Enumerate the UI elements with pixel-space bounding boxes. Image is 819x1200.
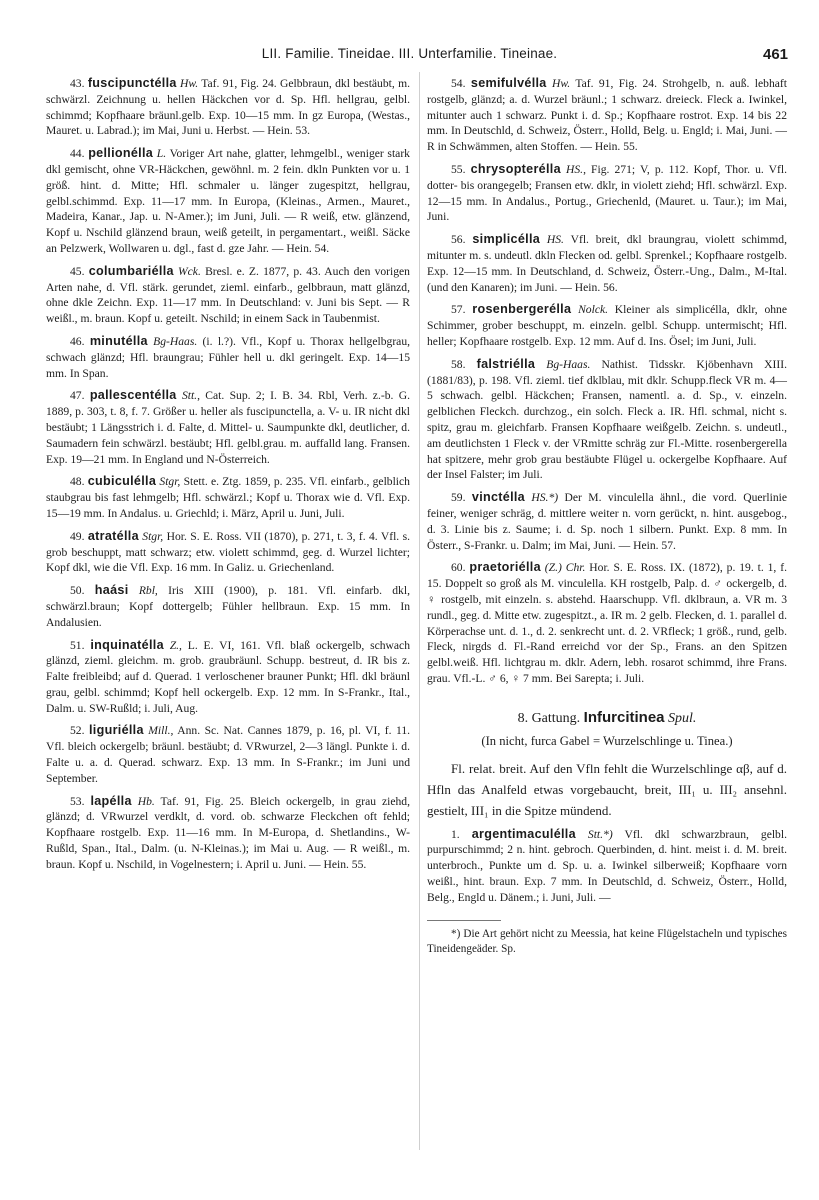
- entry-number: 49.: [70, 529, 85, 543]
- species-author: HS.: [565, 162, 584, 176]
- genus-name: Infurcitinea: [583, 708, 665, 726]
- species-entry: [46, 638, 410, 717]
- right-column: [427, 76, 787, 957]
- species-description: Bresl. e. Z. 1877, p. 43. Auch den vorigen Arten nahe, d. Vfl. stärk. gerundet, zieml. einfarb., gelbbraun, matt glänzd, ohne dkle Zeichn. Exp. 11—17 mm. In Deutschland: v. Juni bis Sept. — R weißl., m. braun. Kopf u. geteilt. Nschild; in einem Sack in Taubenmist.: [46, 264, 410, 326]
- species-entry: [427, 490, 787, 553]
- species-name: haási: [94, 583, 129, 598]
- species-name: cubiculélla: [87, 474, 157, 489]
- entry-number: 58.: [451, 357, 466, 371]
- species-entry: [427, 560, 787, 686]
- species-author: Mill.,: [148, 724, 174, 738]
- species-author: L.: [156, 147, 167, 161]
- species-description: Ann. Sc. Nat. Cannes 1879, p. 16, pl. VI, f. 11. Vfl. bleich ockergelb; bräunl. bestäubt; d. VRwurzel, 2—3 längl. Punkte i. d. Falte u. a. d. Querad. schwarz. Exp. 13 mm. In S-Frankr.; im Juni und September.: [46, 724, 411, 785]
- species-author: Bg-Haas.: [153, 334, 198, 348]
- species-author: Wck.: [178, 264, 201, 278]
- species-description: Stett. e. Ztg. 1859, p. 235. Vfl. einfarb., gelblich staubgrau bis fast lehmgelb; Hfl. schwärzl.; Kopf u. Thorax wie d. Vfl. Exp. 15—19 mm. In Andalus. u. Griechld; i. März, April u. Juni, Juli.: [46, 475, 410, 520]
- genus-number: 8. Gattung.: [517, 710, 581, 726]
- footnote-rule: [427, 920, 501, 921]
- species-entry: [427, 302, 787, 349]
- species-name: pellionélla: [88, 146, 154, 161]
- species-entry: [46, 474, 410, 521]
- species-entry: [427, 162, 787, 225]
- species-author: HS.: [546, 233, 564, 247]
- species-description: Iris XIII (1900), p. 181. Vfl. einfarb. dkl, schwärzl.braun; Kopf dottergelb; Fühler hellbraun. Exp. 15 mm. In Andalusien.: [46, 584, 410, 629]
- left-column: [46, 76, 410, 880]
- species-entry: [46, 723, 410, 786]
- genus-etymology: (In nicht, furca Gabel = Wurzelschlinge u. Tinea.): [481, 733, 733, 748]
- species-author: Stgr,: [159, 475, 181, 489]
- species-description: L. E. VI, 161. Vfl. blaß ockergelb, schwach glänzd, zieml. gleichm. m. grob. graubräunl. Schupp. bestreut, d. IR bis z. Falte freibleibd; auf d. Querad. 1 verloschener brauner Punkt; Hfl. dkl bräunl grau, gelbl. schimmd; Kopf hell ockergelb. Exp. 12 mm. In S-Frankr., Ital., Dalm. u. SW-Rußld; i. Juli, Aug.: [46, 638, 410, 715]
- species-author: Z.,: [169, 638, 182, 652]
- species-author: Stt.*): [587, 827, 613, 841]
- entry-number: 44.: [70, 147, 85, 161]
- entry-number: 48.: [70, 475, 85, 489]
- species-entry: [427, 827, 787, 906]
- species-description: , Cat. Sup. 2; I. B. 34. Rbl, Verh. z.-b. G. 1889, p. 303, t. 8, f. 7. Größer u. heller als fuscipunctella, a. V- u. IR nicht dkl bestäubt; 1 Längsstrich i. d. Falte, d. Mittel- u. Saumpunkte dkl, deutlicher, d. Saumadern fein schwärzl. bestäubt; Hfl. gelbl.grau. m. auffalld lang. Fransen. Exp. 19—21 mm. In England und N-Österreich.: [46, 389, 410, 466]
- species-author: Rbl,: [138, 584, 158, 598]
- entry-number: 43.: [70, 77, 85, 90]
- page-number: 461: [763, 46, 789, 63]
- species-description: Taf. 91, Fig. 25. Bleich ockergelb, in grau ziehd, glänzd; d. VRwurzel verdklt, d. vord. ob. schwarze Fleckchen oft fehld; Kopfhaare rostgelb. Exp. 11—16 mm. In M-Europa, d. Shetlandins., W-Rußld, Span., Ital., Dalm. (u. N-Kleinas.); im Mai u. Aug. — R weißl., m. braun. Kopf u. Nschild, in Vogelnestern; i. April u. Juni. — Hein. 55.: [46, 794, 410, 871]
- species-description: Vfl. dkl schwarzbraun, gelbl. purpurschimmd; 2 n. hint. gebroch. Querbinden, d. hint. meist i. d. M. breit. unterbroch., Punkte um d. Sp. u. a. Iwinkel silberweiß; Kopfhaare vorn weißl., hint. braun. Exp. 7 mm. In Deutschld, d. Schweiz, Österr., Holld, Belg., Engld u. Dänem.; i. Juni, Juli. —: [427, 827, 787, 904]
- entry-number: 47.: [70, 389, 85, 403]
- species-entry: [46, 794, 410, 873]
- species-description: Taf. 91, Fig. 24. Strohgelb, n. auß. lebhaft rostgelb, glänzd; a. d. Wurzel bräunl.; 1 schwarz. dreieck. Fleck a. Iwinkel, mitunter auch 1 schwarz. Punkt i. d. Sp.; Kopfhaare rostrot. Exp. 14 bis 22 mm. In Deutschld, d. Schweiz, Österr., Holld, Belg. u. Engld; i. Mai, Juni. — R in Schwämmen, alten Stoffen. — Hein. 55.: [427, 77, 787, 154]
- species-author: Bg-Haas.: [546, 357, 591, 371]
- species-name: pallescentélla: [89, 388, 177, 403]
- species-author: Hb.: [137, 794, 155, 808]
- species-author: Hw.: [551, 77, 571, 90]
- entry-number: 52.: [70, 724, 85, 738]
- entry-number: 55.: [451, 162, 466, 176]
- genus-author: Spul.: [668, 710, 697, 726]
- species-name: atratélla: [87, 528, 139, 543]
- species-author: Hw.: [180, 77, 199, 90]
- species-author: Nolck.: [578, 303, 609, 317]
- genus-description: Fl. relat. breit. Auf den Vfln fehlt die Wurzelschlinge αβ, auf d. Hfln das Analfeld etwas vorgebaucht, breit, III₁ u. III₂ ansehnl. gestielt, III₁ in die Spitze mündend.: [427, 760, 787, 818]
- entry-number: 57.: [451, 303, 466, 317]
- species-entry: [46, 264, 410, 327]
- entry-number: 53.: [70, 794, 85, 808]
- species-description: Der M. vinculella ähnl., die vord. Querlinie feiner, weniger schräg, d. mittlere weiter n. vorn gerückt, n. hint. ausgebog., d. 3. Linie bis z. Saume; i. d. Sp. noch 1 silbern. Punkt. Exp. 8 mm. In Österr., S-Frankr. u. Dalm; im Mai, Juni. — Hein. 57.: [427, 491, 787, 552]
- entry-number: 51.: [70, 638, 85, 652]
- species-author: Stgr,: [142, 529, 164, 543]
- species-entry: [46, 388, 410, 467]
- species-entry: [46, 334, 410, 381]
- entry-number: 56.: [451, 233, 466, 247]
- entry-number: 54.: [451, 77, 466, 90]
- species-description: Kleiner als simplicélla, dklr, ohne Schimmer, grober beschuppt, m. einzeln. gelbl. Schupp. untermischt; Hfl. heller; Kopfhaare rostgelb. Exp. 12 mm. Auf d. Ins. Ösel; im Juni, Juli.: [427, 303, 787, 348]
- running-head: LII. Familie. Tineidae. III. Unterfamilie. Tineinae.: [261, 46, 558, 61]
- species-author: Stt.: [181, 389, 198, 403]
- species-name: inquinatélla: [90, 637, 164, 652]
- species-description: Hor. S. E. Ross. IX. (1872), p. 19. t. 1, f. 15. Doppelt so groß als M. vinculella. KH rostgelb, Palp. d. ♂ ockergelb, d. ♀ rostgelb, mit einzeln. s. abstehd. Haarschupp. Vfl. dklbraun, a. VR m. 3 rundl., geg. d. Mitte etw. zugespitzt., a. IR m. 2 gelb. Flecken, d. 1. parallel d. Körperachse unt. d. 1., d. 2. senkrecht unt. d. 2. VRfleck; 1 größ., rund, gelb. Fleck, nirgds d. Fl.-Rand erreichd vor der Sp., Frans. an den Spitzen gelbl.weiß. Hfl. lichtgrau m. dklr. Adern, lebh. rosarot schimmd, ihre Frans. grau. Vfl.-L. ♂ 6, ♀ 7 mm. Bei Sarepta; i. Juli.: [427, 561, 787, 685]
- species-name: falstriélla: [476, 356, 536, 371]
- species-entry: [427, 76, 787, 155]
- species-entry: [46, 529, 410, 576]
- entry-number: 1.: [451, 827, 460, 841]
- footnote: *) Die Art gehört nicht zu Meessia, hat keine Flügelstacheln und typisches Tineidengeäder. Sp.: [427, 927, 787, 955]
- column-divider: [419, 72, 420, 1150]
- species-author: HS.*): [531, 491, 559, 505]
- species-name: lapélla: [90, 793, 132, 808]
- species-entry: [46, 76, 410, 139]
- species-entry: [46, 146, 410, 257]
- species-name: simplicélla: [472, 232, 541, 247]
- species-name: vinctélla: [471, 490, 525, 505]
- species-description: , Fig. 271; V, p. 112. Kopf, Thor. u. Vfl. dotter- bis orangegelb; Fransen etw. dklr, in violett ziehd; Hfl. schwärzl. Exp. 12—15 mm. In Andalus., Portug., Griechenld, (Mauret. u. Taur.); im Mai, Juni.: [427, 162, 787, 224]
- species-description: Vfl. breit, dkl braungrau, violett schimmd, mitunter m. s. undeutl. dkln Flecken od. gelbl. Sprenkel.; Kopfhaare rostgelb. Exp. 12—15 mm. In Deutschland, d. Schweiz, Österr.-Ung., Dalm., M-Ital. (und den Kanaren); im Juni. — Hein. 56.: [427, 233, 787, 294]
- species-entry: [427, 232, 787, 295]
- entry-number: 50.: [70, 584, 85, 598]
- species-description: Nathist. Tidsskr. Kjöbenhavn XIII. (1881/83), p. 198. Vfl. zieml. tief dklblau, mit dklr. Schupp.fleck VR m. 4—5 schwach. gelbl. Häckchen; Fransen, namentl. a. d. Sp., v. einzeln. gelblichen Fleckch. durchzog., ein solch. Fleck a. IR. Hfl. schmal, nicht s. spitz, grau m. gleichfarb. Fransen Kopfhaare weißgelb. Zeichn. s. undeutl., am deutlichsten 1 Fleck v. der VRmitte schräg zur Fl.-Mitte. rosenbergerella hat spitzere, mehr grob grau bestäubte Flügel u. ockergelbe Kopfhaare. Auf der Insel Falster; im Juli.: [427, 357, 788, 482]
- species-description: Voriger Art nahe, glatter, lehmgelbl., weniger stark dkl gemischt, ohne VR-Häckchen, gewöhnl. m. 2 fein. dkln Punkten vor u. 1 größ. hint. d. Mitte; Hfl. schmaler u. länger zugespitzt, hellgrau, gelbl.schimmd. Exp. 11—17 mm. In Europa, (Kleinas., Armen., Mauret., Madeira, Kanar., Jap. u. N-Amer.); im Juni, Juli. — R weiß, etw. glänzend, Kopf u. Nschild glänzend braun, weiß geteilt, in pergamentart., weißl. Säcke an Pelzwerk, Wollwaren u. dgl., fast d. gze Jahr. — Hein. 54.: [46, 147, 410, 255]
- species-author: (Z.) Chr.: [544, 561, 586, 575]
- entry-number: 45.: [70, 264, 85, 278]
- species-name: fuscipunctélla: [87, 76, 177, 90]
- entry-number: 46.: [70, 334, 85, 348]
- species-description: (i. l.?). Vfl., Kopf u. Thorax hellgelbgrau, schwach glänzd; Hfl. braungrau; Fühler hell u. dkl geringelt. Exp. 14—15 mm. In Span.: [46, 334, 411, 380]
- species-name: columbariélla: [88, 263, 174, 278]
- species-name: liguriélla: [88, 723, 144, 738]
- genus-heading: [427, 709, 787, 728]
- species-name: argentimaculélla: [471, 826, 576, 841]
- species-description: Hor. S. E. Ross. VII (1870), p. 271, t. 3, f. 4. Vfl. s. grob beschuppt, matt schwarz; etw. violett schimmd, geg. d. Wurzel lichter; Kopf dkl, wie die Vfl. Exp. 16 mm. In Galiz. u. Griechenland.: [46, 529, 410, 575]
- species-name: chrysopterélla: [470, 161, 561, 176]
- species-name: praetoriélla: [469, 560, 541, 575]
- species-description: Taf. 91, Fig. 24. Gelbbraun, dkl bestäubt, m. schwärzl. Zeichnung u. hellen Häckchen vor d. Sp. Hfl. hellgrau, gelbl. schimmd; Kopfhaare bräunl.gelb. Exp. 10—15 mm. In gz Europa, (Westas., Mauret. u. Labrad.); im Mai, Juni u. Herbst. — Hein. 53.: [46, 77, 410, 138]
- species-name: semifulvélla: [470, 76, 547, 90]
- species-entry: [427, 357, 787, 483]
- species-entry: [46, 583, 410, 630]
- species-name: minutélla: [89, 333, 148, 348]
- species-name: rosenbergerélla: [472, 302, 572, 317]
- entry-number: 60.: [451, 561, 466, 575]
- entry-number: 59.: [451, 491, 466, 505]
